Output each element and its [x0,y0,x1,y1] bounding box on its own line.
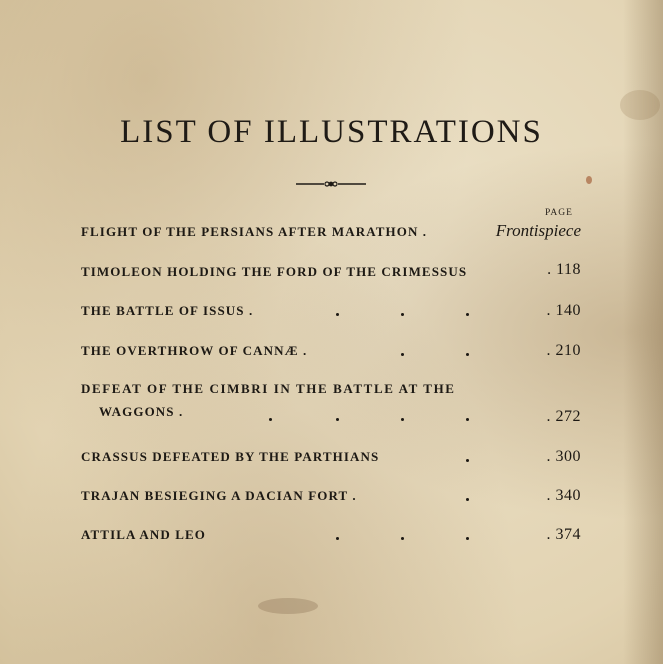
leader-dot [466,498,469,501]
entry-title: FLIGHT OF THE PERSIANS AFTER MARATHON . [81,224,428,239]
entry-title: TRAJAN BESIEGING A DACIAN FORT . [81,488,357,503]
leader-dot [336,418,339,421]
entry-page: . 340 [546,487,581,504]
paper-stain [586,176,592,184]
leader-dot [336,313,339,316]
entry-page: . 140 [546,302,581,319]
leader-dot [466,459,469,462]
leader-dot [401,418,404,421]
illustration-entry [81,488,581,510]
entry-title: ATTILA AND LEO [81,527,206,542]
entry-title: DEFEAT OF THE CIMBRI IN THE BATTLE AT THE [81,381,456,396]
illustration-entry [81,261,581,286]
entry-title: THE BATTLE OF ISSUS . [81,303,254,318]
entry-page: . 210 [546,342,581,359]
illustration-entry [81,381,581,431]
ornament-rule [296,179,366,189]
entry-page: Frontispiece [495,221,581,240]
page-title: LIST OF ILLUSTRATIONS [120,114,543,150]
illustration-entry [81,527,581,549]
illustration-entry [81,343,581,365]
leader-dot [466,353,469,356]
illustration-entry [81,303,581,325]
entry-page: . 300 [546,448,581,465]
paper-stain [258,598,318,614]
entry-page: . 272 [546,408,581,425]
entry-title: TIMOLEON HOLDING THE FORD OF THE CRIMESSUS [81,264,468,279]
leader-dot [466,537,469,540]
entry-title-continuation: WAGGONS . [99,404,184,419]
leader-dot [466,418,469,421]
entry-page: . 118 [547,261,581,278]
leader-dot [336,537,339,540]
leader-dot [466,313,469,316]
entry-page: . 374 [546,526,581,543]
leader-dot [401,313,404,316]
entry-title: CRASSUS DEFEATED BY THE PARTHIANS [81,449,380,464]
illustration-entry [81,449,581,471]
leader-dot [401,537,404,540]
page-column-label: PAGE [545,208,573,218]
leader-dot [269,418,272,421]
leader-dot [401,353,404,356]
entry-title: THE OVERTHROW OF CANNÆ . [81,343,308,358]
illustration-entry [81,221,581,246]
